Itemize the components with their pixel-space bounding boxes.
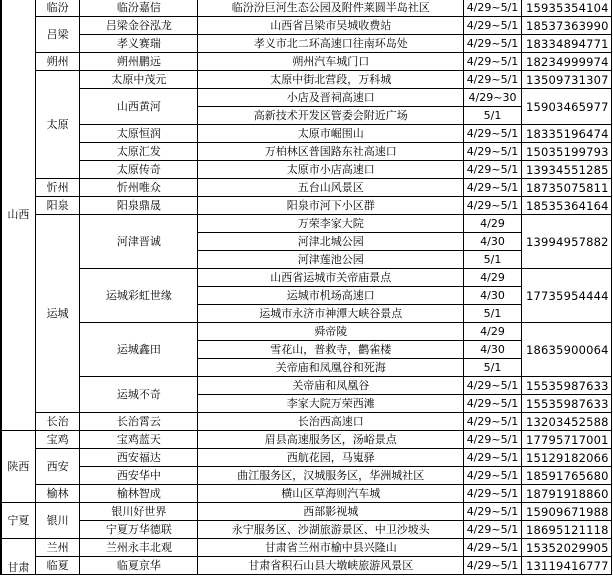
city-cell: 临夏 bbox=[35, 557, 80, 575]
location-cell: 山西省吕梁市吴城收费站 bbox=[198, 17, 464, 35]
store-cell: 运城彩虹世缘 bbox=[80, 269, 198, 323]
store-cell: 孝义赛瑞 bbox=[80, 35, 198, 53]
location-cell: 五台山风景区 bbox=[198, 179, 464, 197]
date-cell: 4/29 bbox=[464, 269, 522, 287]
table-row bbox=[1, 467, 612, 485]
city-cell: 运城 bbox=[35, 215, 80, 413]
phone-cell: 15535987633 bbox=[521, 395, 611, 413]
store-cell: 临汾嘉信 bbox=[80, 0, 198, 17]
table-row bbox=[1, 179, 612, 197]
location-cell: 太原市小店高速口 bbox=[198, 161, 464, 179]
table-row bbox=[1, 35, 612, 53]
location-cell: 曲江服务区，汉城服务区，华洲城社区 bbox=[198, 467, 464, 485]
store-cell: 榆林智成 bbox=[80, 485, 198, 503]
location-cell: 山西省运城市关帝庙景点 bbox=[198, 269, 464, 287]
store-cell: 西安华中 bbox=[80, 467, 198, 485]
table-row bbox=[1, 17, 612, 35]
location-cell: 运城市机场高速口 bbox=[198, 287, 464, 305]
table-row bbox=[1, 521, 612, 539]
location-cell: 万荣李家大院 bbox=[198, 215, 464, 233]
phone-cell: 13994957882 bbox=[521, 215, 611, 269]
city-cell: 朔州 bbox=[35, 53, 80, 71]
table-row bbox=[1, 413, 612, 431]
store-cell: 运城不奇 bbox=[80, 377, 198, 413]
phone-cell: 18591765680 bbox=[521, 467, 611, 485]
phone-cell: 18537363990 bbox=[521, 17, 611, 35]
location-cell: 西部影视城 bbox=[198, 503, 464, 521]
table-row bbox=[1, 197, 612, 215]
table-row bbox=[1, 503, 612, 521]
date-cell: 4/29~5/1 bbox=[464, 503, 522, 521]
city-cell: 吕梁 bbox=[35, 17, 80, 53]
phone-cell: 15903465977 bbox=[521, 89, 611, 125]
table-row bbox=[1, 557, 612, 575]
table-row bbox=[1, 269, 612, 287]
store-cell: 太原中茂元 bbox=[80, 71, 198, 89]
table-row bbox=[1, 125, 612, 143]
city-cell: 银川 bbox=[35, 503, 80, 539]
province-cell: 陕西 bbox=[1, 431, 36, 503]
location-cell: 眉县高速服务区，汤峪景点 bbox=[198, 431, 464, 449]
city-cell: 宝鸡 bbox=[35, 431, 80, 449]
location-cell: 临汾汾巨河生态公园及附件莱圆半岛社区 bbox=[198, 0, 464, 17]
table-row bbox=[1, 449, 612, 467]
date-cell: 4/29~5/1 bbox=[464, 17, 522, 35]
location-cell: 关帝庙和凤凰谷 bbox=[198, 377, 464, 395]
location-cell: 雪花山，普救寺，鹳雀楼 bbox=[198, 341, 464, 359]
table-row bbox=[1, 485, 612, 503]
phone-cell: 18695121118 bbox=[521, 521, 611, 539]
phone-cell: 13509731307 bbox=[521, 71, 611, 89]
date-cell: 4/29~30 bbox=[464, 89, 522, 107]
date-cell: 4/30 bbox=[464, 233, 522, 251]
phone-cell: 15909671988 bbox=[521, 503, 611, 521]
date-cell: 4/29~5/1 bbox=[464, 143, 522, 161]
location-cell: 太原中街北营段，万科城 bbox=[198, 71, 464, 89]
location-cell: 河津莲池公园 bbox=[198, 251, 464, 269]
location-cell: 高新技术开发区管委会附近广场 bbox=[198, 107, 464, 125]
date-cell: 4/29~5/1 bbox=[464, 521, 522, 539]
store-cell: 长治霄云 bbox=[80, 413, 198, 431]
date-cell: 4/29 bbox=[464, 215, 522, 233]
date-cell: 4/29~5/1 bbox=[464, 377, 522, 395]
phone-cell: 18535364164 bbox=[521, 197, 611, 215]
store-cell: 朔州鹏远 bbox=[80, 53, 198, 71]
table-row bbox=[1, 431, 612, 449]
phone-cell: 18635900064 bbox=[521, 323, 611, 377]
phone-cell: 15035199793 bbox=[521, 143, 611, 161]
date-cell: 4/29~5/1 bbox=[464, 395, 522, 413]
province-cell: 山西 bbox=[1, 0, 36, 431]
date-cell: 4/29~5/1 bbox=[464, 0, 522, 17]
phone-cell: 13934551285 bbox=[521, 161, 611, 179]
province-cell: 甘肃 bbox=[1, 539, 36, 575]
date-cell: 4/29~5/1 bbox=[464, 557, 522, 575]
city-cell: 榆林 bbox=[35, 485, 80, 503]
table-row bbox=[1, 539, 612, 557]
phone-cell: 15129182066 bbox=[521, 449, 611, 467]
table-row bbox=[1, 89, 612, 107]
date-cell: 4/29~5/1 bbox=[464, 449, 522, 467]
store-cell: 河津晋诚 bbox=[80, 215, 198, 269]
date-cell: 4/29~5/1 bbox=[464, 71, 522, 89]
date-cell: 5/1 bbox=[464, 251, 522, 269]
date-cell: 4/29~5/1 bbox=[464, 179, 522, 197]
store-cell: 太原恒润 bbox=[80, 125, 198, 143]
city-cell: 忻州 bbox=[35, 179, 80, 197]
location-cell: 甘肃省兰州市榆中县兴隆山 bbox=[198, 539, 464, 557]
location-cell: 关帝庙和凤凰谷和死海 bbox=[198, 359, 464, 377]
phone-cell: 18335196474 bbox=[521, 125, 611, 143]
date-cell: 4/29~5/1 bbox=[464, 467, 522, 485]
location-cell: 永宁服务区、沙湖旅游景区、中卫沙坡头 bbox=[198, 521, 464, 539]
location-cell: 横山区草海则汽车城 bbox=[198, 485, 464, 503]
city-cell: 兰州 bbox=[35, 539, 80, 557]
date-cell: 4/30 bbox=[464, 341, 522, 359]
phone-cell: 13119416777 bbox=[521, 557, 611, 575]
location-cell: 万柏林区普国路东社高速口 bbox=[198, 143, 464, 161]
date-cell: 4/29~5/1 bbox=[464, 197, 522, 215]
phone-cell: 15352029905 bbox=[521, 539, 611, 557]
table-row bbox=[1, 377, 612, 395]
store-cell: 银川好世界 bbox=[80, 503, 198, 521]
phone-cell: 17795717001 bbox=[521, 431, 611, 449]
location-cell: 运城市永济市神潭大峡谷景点 bbox=[198, 305, 464, 323]
date-cell: 5/1 bbox=[464, 305, 522, 323]
store-cell: 兰州永丰北观 bbox=[80, 539, 198, 557]
store-cell: 运城鑫田 bbox=[80, 323, 198, 377]
table-row bbox=[1, 71, 612, 89]
location-cell: 舜帝陵 bbox=[198, 323, 464, 341]
phone-cell: 18735075811 bbox=[521, 179, 611, 197]
date-cell: 4/30 bbox=[464, 287, 522, 305]
location-cell: 甘肃省积石山县大墩峡旅游风景区 bbox=[198, 557, 464, 575]
table-row bbox=[1, 161, 612, 179]
phone-cell: 18791918860 bbox=[521, 485, 611, 503]
location-cell: 朔州汽车城门口 bbox=[198, 53, 464, 71]
location-cell: 太原市崛围山 bbox=[198, 125, 464, 143]
province-cell: 宁夏 bbox=[1, 503, 36, 539]
store-cell: 临夏京华 bbox=[80, 557, 198, 575]
phone-cell: 15535987633 bbox=[521, 377, 611, 395]
store-cell: 西安福达 bbox=[80, 449, 198, 467]
city-cell: 太原 bbox=[35, 71, 80, 179]
store-cell: 太原汇发 bbox=[80, 143, 198, 161]
location-cell: 长治西高速口 bbox=[198, 413, 464, 431]
phone-cell: 13203452588 bbox=[521, 413, 611, 431]
city-cell: 阳泉 bbox=[35, 197, 80, 215]
store-cell: 宝鸡蓝天 bbox=[80, 431, 198, 449]
date-cell: 4/29~5/1 bbox=[464, 485, 522, 503]
store-cell: 忻州唯众 bbox=[80, 179, 198, 197]
date-cell: 4/29~5/1 bbox=[464, 413, 522, 431]
location-cell: 李家大院万荣西滩 bbox=[198, 395, 464, 413]
store-cell: 山西黄河 bbox=[80, 89, 198, 125]
table-row bbox=[1, 0, 612, 17]
store-cell: 阳泉鼎晟 bbox=[80, 197, 198, 215]
date-cell: 4/29~5/1 bbox=[464, 539, 522, 557]
date-cell: 4/29~5/1 bbox=[464, 125, 522, 143]
location-cell: 西航花园，马嵬驿 bbox=[198, 449, 464, 467]
store-cell: 吕梁金谷泓龙 bbox=[80, 17, 198, 35]
city-cell: 长治 bbox=[35, 413, 80, 431]
location-cell: 小店及晋祠高速口 bbox=[198, 89, 464, 107]
date-cell: 4/29~5/1 bbox=[464, 431, 522, 449]
phone-cell: 18234999974 bbox=[521, 53, 611, 71]
phone-cell: 15935354104 bbox=[521, 0, 611, 17]
date-cell: 4/29~5/1 bbox=[464, 35, 522, 53]
store-cell: 太原传奇 bbox=[80, 161, 198, 179]
city-cell: 临汾 bbox=[35, 0, 80, 17]
location-cell: 阳泉市河下小区群 bbox=[198, 197, 464, 215]
date-cell: 4/29~5/1 bbox=[464, 161, 522, 179]
table-row bbox=[1, 53, 612, 71]
date-cell: 5/1 bbox=[464, 359, 522, 377]
date-cell: 4/29~5/1 bbox=[464, 53, 522, 71]
table-row bbox=[1, 215, 612, 233]
date-cell: 4/29 bbox=[464, 323, 522, 341]
location-cell: 河津北城公园 bbox=[198, 233, 464, 251]
date-cell: 5/1 bbox=[464, 107, 522, 125]
store-cell: 宁夏万华德联 bbox=[80, 521, 198, 539]
table-row bbox=[1, 143, 612, 161]
phone-cell: 18334894771 bbox=[521, 35, 611, 53]
location-cell: 孝义市北二环高速口往南环岛处 bbox=[198, 35, 464, 53]
city-cell: 西安 bbox=[35, 449, 80, 485]
table-row bbox=[1, 323, 612, 341]
phone-cell: 17735954444 bbox=[521, 269, 611, 323]
